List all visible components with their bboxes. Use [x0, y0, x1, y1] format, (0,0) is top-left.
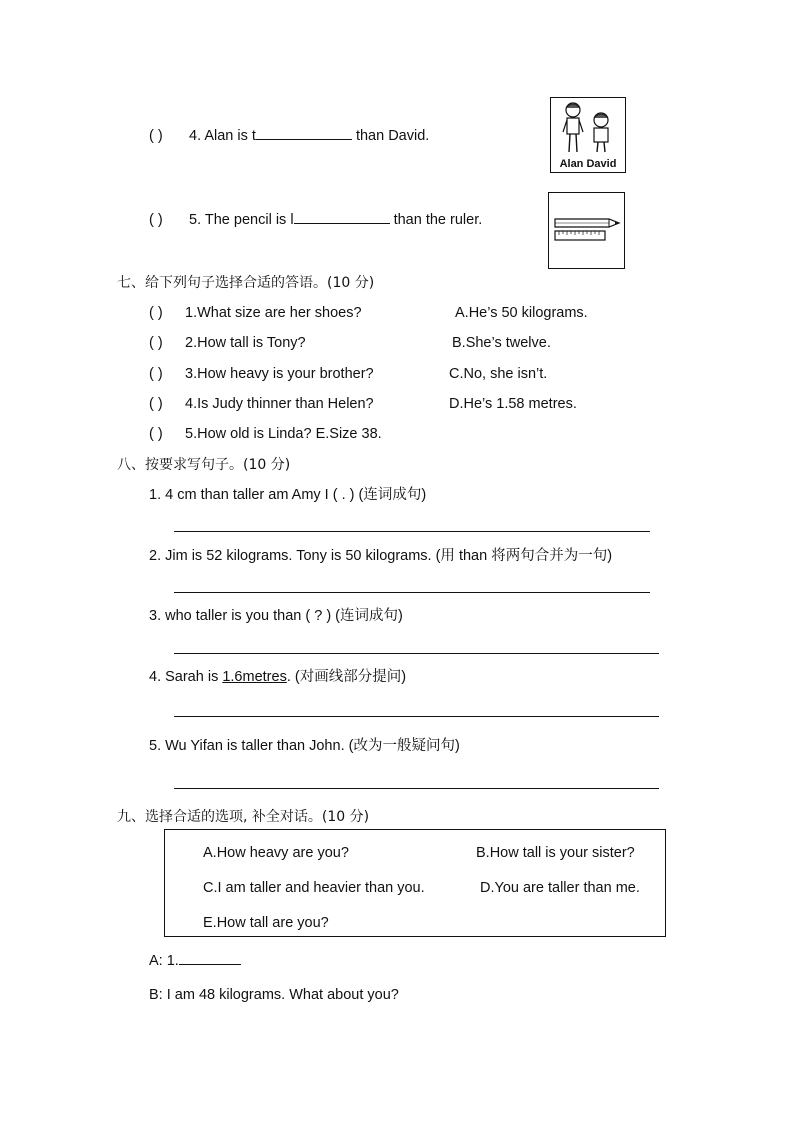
pencil-ruler-icon — [549, 193, 624, 268]
question-text: 3.How heavy is your brother? — [185, 366, 374, 382]
rewrite-question-1: 1. 4 cm than taller am Amy I ( . ) (连词成句) — [149, 487, 427, 503]
match-answer-a: A.He’s 50 kilograms. — [455, 305, 588, 321]
rewrite-question-4 — [149, 668, 406, 686]
picture-caption: Alan David — [559, 158, 617, 170]
match-question-2 — [149, 334, 306, 352]
answer-paren[interactable]: ( ) — [149, 128, 163, 144]
answer-paren[interactable]: ( ) — [149, 396, 163, 412]
match-answer-b: B.She’s twelve. — [452, 335, 551, 351]
question-text: 5. The pencil is l — [189, 212, 294, 228]
match-question-5 — [149, 425, 382, 443]
dialogue-line-1 — [149, 950, 241, 970]
question-text: 5.How old is Linda? E.Size 38. — [185, 426, 382, 442]
option-d: D.You are taller than me. — [480, 880, 640, 896]
answer-line-1[interactable] — [174, 531, 650, 532]
question-text: than the ruler. — [389, 212, 483, 228]
question-text: 4.Is Judy thinner than Helen? — [185, 396, 374, 412]
section-7-heading: 七、给下列句子选择合适的答语。(10 分) — [117, 275, 375, 291]
section-9-heading: 九、选择合适的选项, 补全对话。(10 分) — [117, 809, 370, 825]
alan-david-picture — [550, 97, 626, 173]
match-question-4 — [149, 395, 374, 413]
answer-line-5[interactable] — [174, 788, 659, 789]
match-question-3 — [149, 365, 374, 383]
question-text: 4. Alan is t — [189, 128, 256, 144]
answer-paren[interactable]: ( ) — [149, 426, 163, 442]
question-text: . (对画线部分提问) — [286, 669, 407, 685]
answer-paren[interactable]: ( ) — [149, 366, 163, 382]
fill-blank[interactable] — [294, 209, 390, 224]
match-answer-c: C.No, she isn’t. — [449, 366, 548, 382]
answer-line-2[interactable] — [174, 592, 650, 593]
question-5 — [149, 209, 482, 229]
answer-paren[interactable]: ( ) — [149, 212, 163, 228]
match-answer-d: D.He’s 1.58 metres. — [449, 396, 577, 412]
rewrite-question-3: 3. who taller is you than ( ? ) (连词成句) — [149, 608, 403, 624]
option-a: A.How heavy are you? — [203, 845, 349, 861]
answer-line-4[interactable] — [174, 716, 659, 717]
option-c: C.I am taller and heavier than you. — [203, 880, 425, 896]
fill-blank[interactable] — [256, 125, 352, 140]
answer-paren[interactable]: ( ) — [149, 305, 163, 321]
question-text: than David. — [351, 128, 430, 144]
pencil-ruler-picture — [548, 192, 625, 269]
fill-blank[interactable] — [179, 950, 241, 965]
underlined-phrase: 1.6metres — [222, 669, 287, 685]
question-4 — [149, 125, 429, 145]
question-text: 4. Sarah is — [149, 669, 223, 685]
section-8-heading: 八、按要求写句子。(10 分) — [117, 457, 291, 473]
options-box — [164, 829, 666, 937]
question-text: 2.How tall is Tony? — [185, 335, 306, 351]
option-b: B.How tall is your sister? — [476, 845, 635, 861]
question-text: 1.What size are her shoes? — [185, 305, 362, 321]
dialogue-line-2: B: I am 48 kilograms. What about you? — [149, 987, 399, 1003]
answer-paren[interactable]: ( ) — [149, 335, 163, 351]
rewrite-question-2: 2. Jim is 52 kilograms. Tony is 50 kilograms. (用 than 将两句合并为一句) — [149, 548, 613, 564]
two-boys-icon — [551, 98, 625, 156]
match-question-1 — [149, 304, 362, 322]
speaker-line: A: 1. — [149, 953, 179, 969]
option-e: E.How tall are you? — [203, 915, 329, 931]
rewrite-question-5: 5. Wu Yifan is taller than John. (改为一般疑问句) — [149, 738, 460, 754]
answer-line-3[interactable] — [174, 653, 659, 654]
